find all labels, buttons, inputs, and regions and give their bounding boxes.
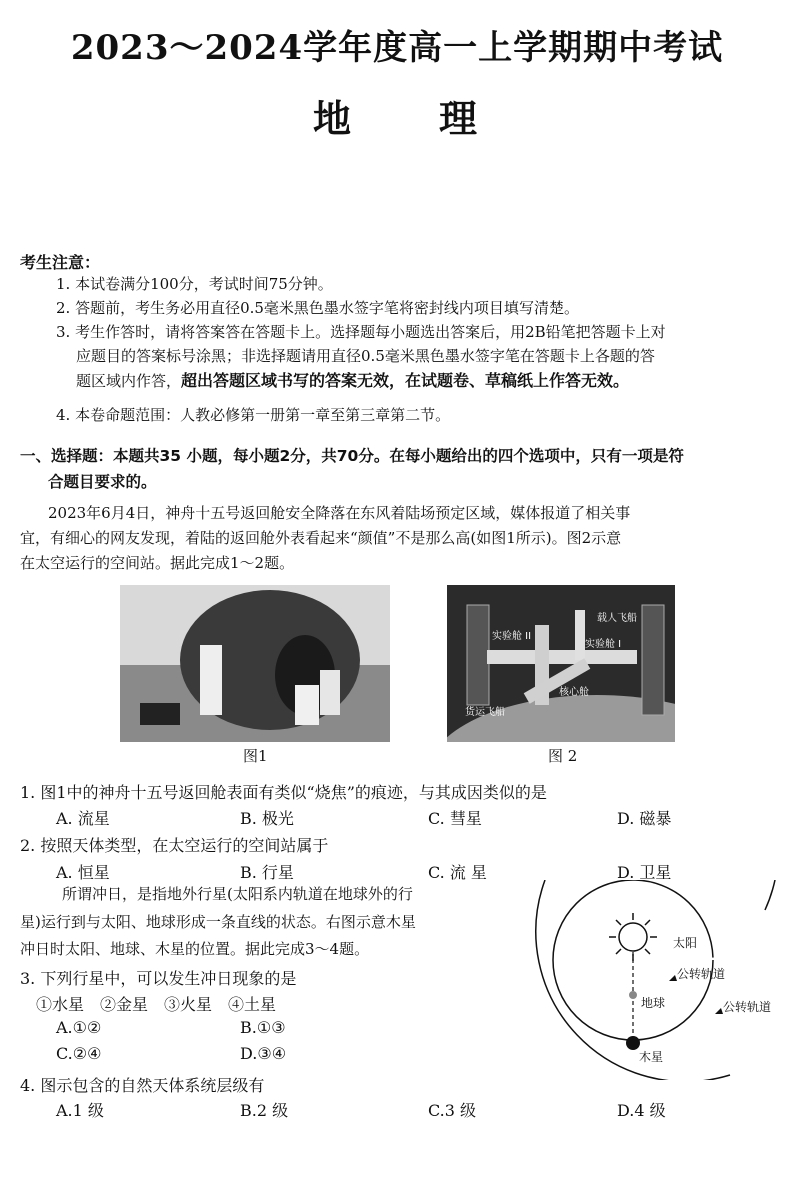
section-heading: 一、选择题：本题共35 小题，每小题2分，共70分。在每小题给出的四个选项中，只有一项是符	[20, 447, 684, 465]
notice-heading: 考生注意：	[20, 253, 101, 272]
q2-option-b: B. 行星	[240, 863, 294, 882]
label-earth: 地球	[641, 996, 666, 1010]
q4-stem: 4. 图示包含的自然天体系统层级有	[20, 1076, 265, 1095]
label-crewed-ship: 载人飞船	[597, 613, 637, 624]
q2-option-d: D. 卫星	[617, 863, 672, 882]
figure-2-caption: 图 2	[548, 747, 578, 765]
passage1-line-2: 宜，有细心的网友发现，着陆的返回舱外表看起来“颜值”不是那么高(如图1所示)。图2示意	[20, 529, 622, 547]
q4-option-d: D.4 级	[617, 1101, 666, 1120]
label-lab-module-1: 实验舱 I	[585, 639, 622, 650]
passage2-line-1: 所谓冲日，是指地外行星(太阳系内轨道在地球外的行	[62, 885, 413, 903]
figure-2-space-station	[447, 585, 675, 742]
passage2-line-2: 星)运行到与太阳、地球形成一条直线的状态。右图示意木星	[20, 913, 416, 931]
q3-stem: 3. 下列行星中，可以发生冲日现象的是	[20, 969, 297, 988]
notice-item-4: 4. 本卷命题范围：人教必修第一册第一章至第三章第二节。	[56, 406, 451, 424]
opposition-diagram	[525, 880, 794, 1080]
q2-option-a: A. 恒星	[56, 863, 110, 882]
passage2-line-3: 冲日时太阳、地球、木星的位置。据此完成3～4题。	[20, 940, 370, 958]
label-jupiter: 木星	[639, 1050, 664, 1064]
q4-option-c: C.3 级	[428, 1101, 477, 1120]
notice-item-1: 1. 本试卷满分100分，考试时间75分钟。	[56, 275, 333, 293]
q1-option-c: C. 彗星	[428, 809, 482, 828]
q4-option-a: A.1 级	[56, 1101, 104, 1120]
subject-title: 地 理	[312, 97, 481, 141]
label-earth-orbit: 公转轨道	[677, 967, 726, 981]
capsule-photo-icon	[120, 585, 390, 742]
notice-item-3-end-text: 题区域内作答，	[76, 372, 182, 390]
notice-item-3-cont: 应题目的答案标号涂黑；非选择题请用直径0.5毫米黑色墨水签字笔在答题卡上各题的答	[76, 347, 655, 365]
passage1-line-3: 在太空运行的空间站。据此完成1～2题。	[20, 554, 295, 572]
label-sun: 太阳	[673, 936, 698, 950]
figure-1-capsule-photo	[120, 585, 390, 742]
label-core-module: 核心舱	[559, 687, 589, 698]
q3-option-a: A.①②	[56, 1018, 102, 1037]
q3-option-d: D.③④	[240, 1044, 287, 1063]
q3-choices: ①水星 ②金星 ③火星 ④土星	[36, 995, 277, 1014]
q1-option-a: A. 流星	[56, 809, 110, 828]
notice-warning: 超出答题区域书写的答案无效，在试题卷、草稿纸上作答无效。	[181, 371, 630, 390]
notice-item-2: 2. 答题前，考生务必用直径0.5毫米黑色墨水签字笔将密封线内项目填写清楚。	[56, 299, 579, 317]
q3-option-b: B.①③	[240, 1018, 286, 1037]
q3-option-c: C.②④	[56, 1044, 102, 1063]
q1-option-d: D. 磁暴	[617, 809, 672, 828]
q2-option-c: C. 流 星	[428, 863, 487, 882]
figure-1-caption: 图1	[243, 747, 268, 765]
q1-option-b: B. 极光	[240, 809, 294, 828]
q4-option-b: B.2 级	[240, 1101, 289, 1120]
space-station-icon	[447, 585, 675, 742]
notice-item-3-end	[76, 369, 629, 393]
label-cargo-ship: 货运飞船	[465, 707, 505, 718]
q2-stem: 2. 按照天体类型，在太空运行的空间站属于	[20, 836, 329, 855]
notice-item-3: 3. 考生作答时，请将答案答在答题卡上。选择题每小题选出答案后，用2B铅笔把答题卡上对	[56, 323, 666, 341]
q1-stem: 1. 图1中的神舟十五号返回舱表面有类似“烧焦”的痕迹，与其成因类似的是	[20, 783, 547, 802]
passage1-line-1: 2023年6月4日，神舟十五号返回舱安全降落在东风着陆场预定区域，媒体报道了相关事	[48, 504, 631, 522]
label-lab-module-2: 实验舱 II	[492, 631, 532, 642]
label-jupiter-orbit: 公转轨道	[723, 1000, 772, 1014]
exam-title: 2023～2024学年度高一上学期期中考试	[70, 28, 724, 68]
section-heading-cont: 合题目要求的。	[48, 473, 157, 491]
